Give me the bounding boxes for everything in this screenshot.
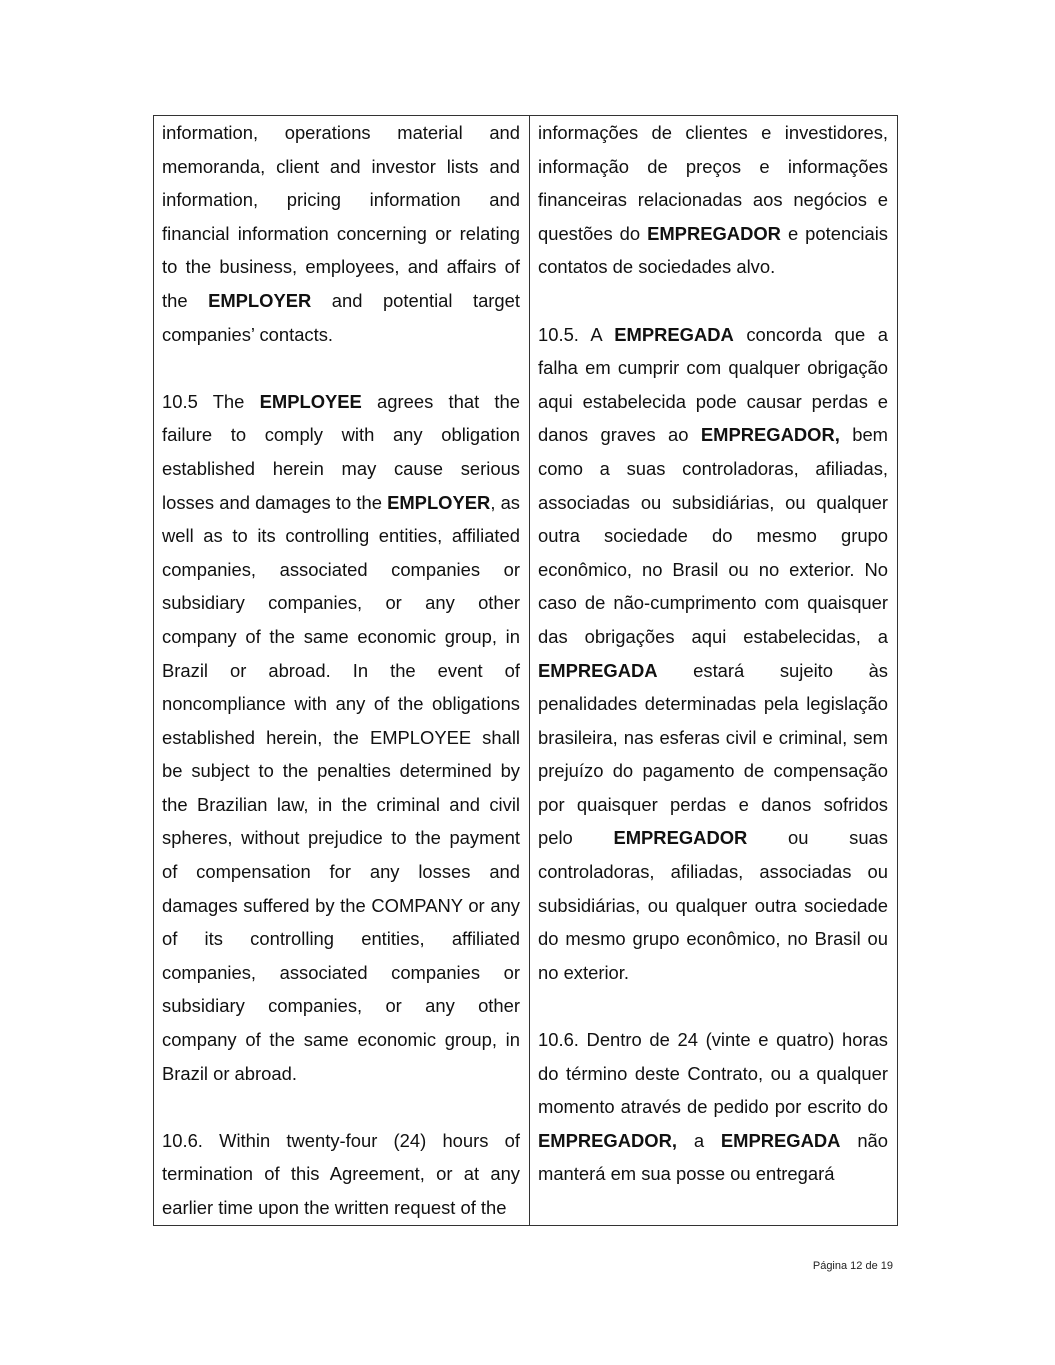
- pt-p3-empregador: EMPREGADOR,: [538, 1129, 677, 1151]
- pt-p1-end: e potenciais contatos de sociedades alvo.: [538, 222, 888, 278]
- pt-p2-mid: concorda que a falha em cumprir com qualquer obrigação aqui estabelecida pode causar perdas e danos graves ao: [538, 323, 888, 446]
- en-p1-end: and potential target companies’ contacts.: [162, 289, 520, 345]
- en-p1-employer: EMPLOYER: [208, 289, 312, 311]
- bilingual-clause-table: [153, 115, 898, 1226]
- en-p3-text: 10.6. Within twenty-four (24) hours of termination of this Agreement, or at any earlier time upon the written request of the: [162, 1129, 520, 1218]
- paragraph-gap: [162, 351, 520, 385]
- en-p2-end: , as well as to its controlling entities, affiliated companies, associated companies or subsidiary companies, or any other company of the same economic group, in Brazil or abroad. In the event of noncompliance with any of the obligations established herein, the EMPLOYEE shall be subject to the penalties determined by the Brazilian law, in the criminal and civil spheres, without prejudice to the payment of compensation for any losses and damages suffered by the COMPANY or any of its controlling entities, affiliated companies, associated companies or subsidiary companies, or any other company of the same economic group, in Brazil or abroad.: [162, 491, 520, 1084]
- pt-p2-empregada: EMPREGADA: [614, 323, 734, 345]
- pt-p2-end: ou suas controladoras, afiliadas, associadas ou subsidiárias, ou qualquer outra sociedade do mesmo grupo econômico, no Brasil ou no exterior.: [538, 827, 888, 983]
- pt-p1-empregador: EMPREGADOR: [647, 222, 781, 244]
- pt-paragraph-10-6: [538, 1023, 888, 1191]
- pt-p2-empregador: EMPREGADOR,: [700, 424, 840, 446]
- en-p2-employer: EMPLOYER: [387, 491, 491, 513]
- pt-p2-start: 10.5. A: [538, 323, 615, 345]
- paragraph-gap: [538, 284, 888, 318]
- pt-p2-empregada-2: EMPREGADA: [538, 659, 658, 681]
- en-paragraph-10-4-continued: [162, 116, 520, 351]
- portuguese-column: [530, 116, 897, 1225]
- pt-p1-text: informações de clientes e investidores, informação de preços e informações financeiras relacionadas aos negócios e questões do: [538, 122, 888, 244]
- paragraph-gap: [538, 989, 888, 1023]
- pt-paragraph-10-4-continued: [538, 116, 888, 284]
- en-paragraph-10-5: [162, 385, 520, 1090]
- en-p2-start: 10.5 The: [162, 390, 260, 412]
- pt-p2-empregador-2: EMPREGADOR: [613, 827, 748, 849]
- pt-p3-start: 10.6. Dentro de 24 (vinte e quatro) horas do término deste Contrato, ou a qualquer momento através de pedido por escrito do: [538, 1029, 888, 1118]
- paragraph-gap: [162, 1090, 520, 1124]
- en-p2-mid: agrees that the failure to comply with any obligation established herein may cause serious losses and damages to the: [162, 390, 520, 513]
- pt-paragraph-10-5: [538, 318, 888, 990]
- pt-p3-end: não manterá em sua posse ou entregará: [538, 1129, 889, 1185]
- pt-p2-mid3: estará sujeito às penalidades determinadas pela legislação brasileira, nas esferas civil e criminal, sem prejuízo do pagamento de compensação por quaisquer perdas e danos sofridos pelo: [538, 659, 888, 849]
- english-column: [154, 116, 530, 1225]
- en-p2-employee: EMPLOYEE: [259, 390, 362, 412]
- pt-p2-mid2: bem como a suas controladoras, afiliadas, associadas ou subsidiárias, ou qualquer outra sociedade do mesmo grupo econômico, no Brasil ou no exterior. No caso de não-cumprimento com quaisquer das obrigações aqui estabelecidas, a: [538, 424, 889, 647]
- pt-p3-empregada: EMPREGADA: [720, 1129, 841, 1151]
- en-p1-text: information, operations material and memoranda, client and investor lists and information, pricing information and financial information concerning or relating to the business, employees, and affairs of the: [162, 122, 520, 311]
- pt-p3-mid: a: [676, 1129, 721, 1151]
- page-number: Página 12 de 19: [812, 1260, 893, 1272]
- en-paragraph-10-6: [162, 1124, 520, 1225]
